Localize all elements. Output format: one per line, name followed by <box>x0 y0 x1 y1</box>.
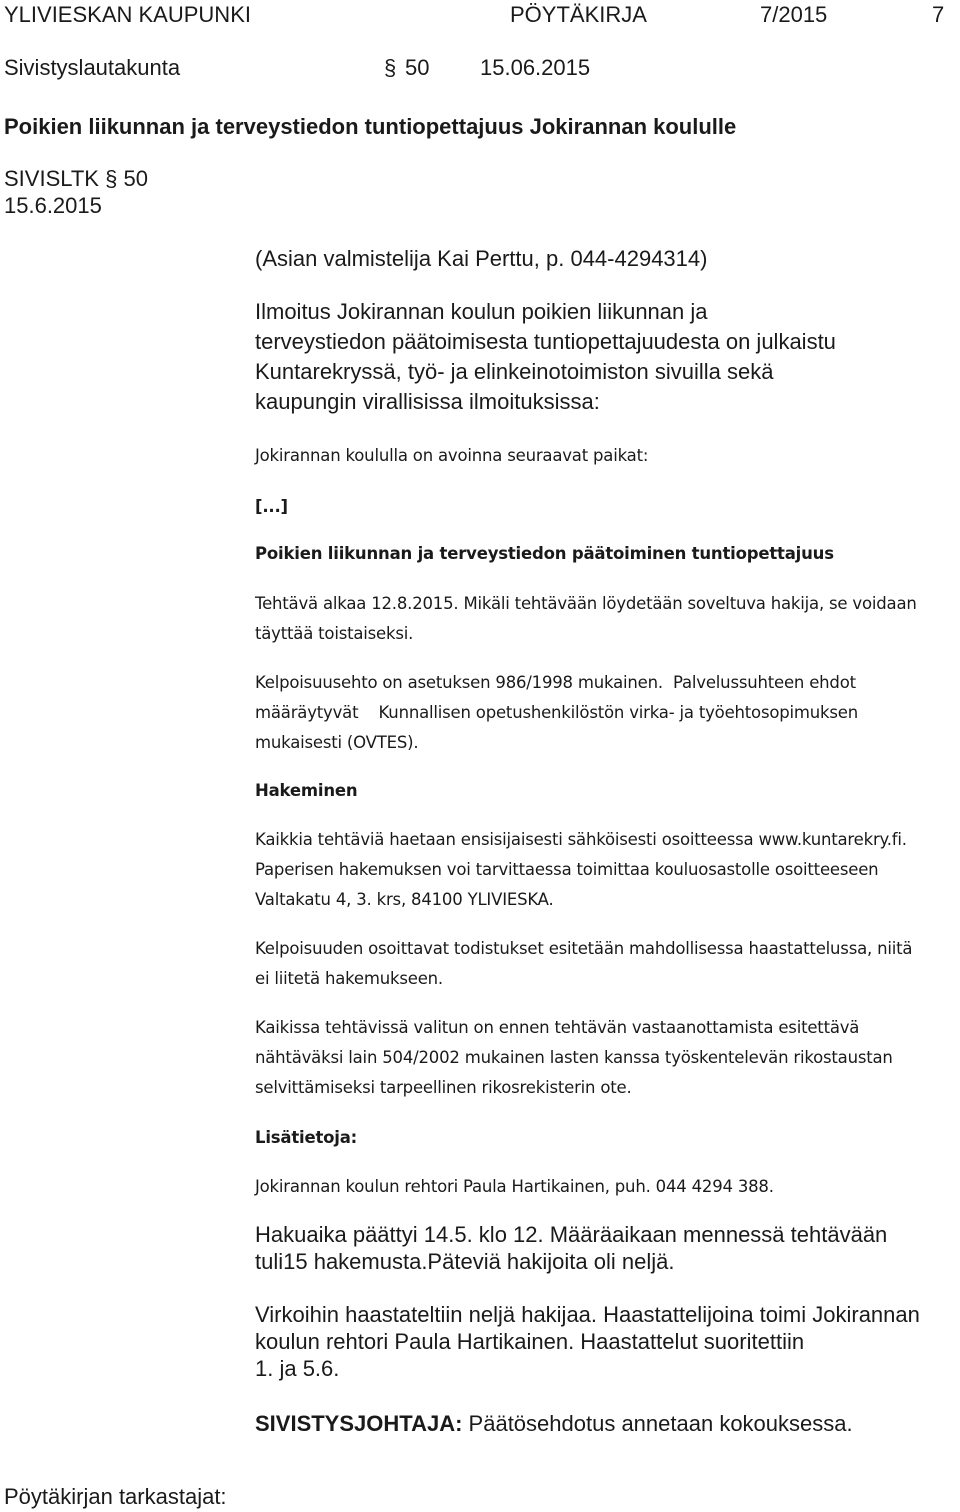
criminal-record-line: nähtäväksi lain 504/2002 mukainen lasten kanssa työskentelevän rikostaustan <box>255 1048 893 1067</box>
document-number: 7/2015 <box>760 2 828 27</box>
qualification-line: mukaisesti (OVTES). <box>255 733 419 752</box>
deadline-line: tuli15 hakemusta.Päteviä hakijoita oli neljä. <box>255 1249 675 1274</box>
interview-line: 1. ja 5.6. <box>255 1356 340 1381</box>
interview-paragraph <box>255 1301 920 1382</box>
applying-line: Valtakatu 4, 3. krs, 84100 YLIVIESKA. <box>255 890 554 909</box>
certificates-line: ei liitetä hakemukseen. <box>255 969 443 988</box>
intro-line: Kuntarekryssä, työ- ja elinkeinotoimiston sivuilla sekä <box>255 359 774 384</box>
applying-line: Paperisen hakemuksen voi tarvittaessa toimittaa kouluosastolle osoitteeseen <box>255 860 879 879</box>
interview-line: Virkoihin haastateltiin neljä hakijaa. Haastattelijoina toimi Jokirannan <box>255 1302 920 1327</box>
reference-prefix: SIVISLTK <box>4 166 99 191</box>
intro-line: Ilmoitus Jokirannan koulun poikien liikunnan ja <box>255 299 708 324</box>
reference-line-1 <box>4 164 148 194</box>
municipality-name: YLIVIESKAN KAUPUNKI <box>4 2 251 27</box>
applying-heading: Hakeminen <box>255 781 358 800</box>
document-title: Poikien liikunnan ja terveystiedon tuntiopettajuus Jokirannan koululle <box>4 114 737 139</box>
qualification-line: Kelpoisuusehto on asetuksen 986/1998 mukainen. Palvelussuhteen ehdot <box>255 673 856 692</box>
preparer-note: (Asian valmistelija Kai Perttu, p. 044-4294314) <box>255 246 708 271</box>
page-number: 7 <box>932 2 945 27</box>
info-contact: Jokirannan koulun rehtori Paula Hartikainen, puh. 044 4294 388. <box>255 1177 774 1196</box>
position-title: Poikien liikunnan ja terveystiedon päätoiminen tuntiopettajuus <box>255 544 834 563</box>
proposal-line <box>255 1409 853 1439</box>
certificates-line: Kelpoisuuden osoittavat todistukset esitetään mahdollisessa haastattelussa, niitä <box>255 939 913 958</box>
reference-symbol: § <box>105 166 118 191</box>
deadline-paragraph <box>255 1221 887 1275</box>
intro-line: kaupungin virallisissa ilmoituksissa: <box>255 389 600 414</box>
reference-number: 50 <box>123 166 148 191</box>
document-type: PÖYTÄKIRJA <box>510 2 647 27</box>
start-paragraph <box>255 589 917 649</box>
start-line: Tehtävä alkaa 12.8.2015. Mikäli tehtävään löydetään soveltuva hakija, se voidaan <box>255 594 917 613</box>
criminal-record-line: selvittämiseksi tarpeellinen rikosrekisterin ote. <box>255 1078 632 1097</box>
certificates-paragraph <box>255 934 912 994</box>
qualification-paragraph <box>255 668 858 758</box>
intro-paragraph <box>255 297 836 417</box>
start-line: täyttää toistaiseksi. <box>255 624 414 643</box>
meeting-date: 15.06.2015 <box>480 55 591 80</box>
applying-paragraph <box>255 825 907 915</box>
intro-line: terveystiedon päätoimisesta tuntiopettajuudesta on julkaistu <box>255 329 836 354</box>
ellipsis-marker: [...] <box>255 497 288 516</box>
applying-line: Kaikkia tehtäviä haetaan ensisijaisesti sähköisesti osoitteessa www.kuntarekry.fi. <box>255 830 907 849</box>
section-symbol: § <box>384 55 397 80</box>
criminal-record-paragraph <box>255 1013 893 1103</box>
reference-date: 15.6.2015 <box>4 193 102 218</box>
deadline-line: Hakuaika päättyi 14.5. klo 12. Määräaikaan mennessä tehtävään <box>255 1222 888 1247</box>
reviewers-label: Pöytäkirjan tarkastajat: <box>4 1484 227 1509</box>
criminal-record-line: Kaikissa tehtävissä valitun on ennen tehtävän vastaanottamista esitettävä <box>255 1018 860 1037</box>
committee-name: Sivistyslautakunta <box>4 55 181 80</box>
proposal-label: SIVISTYSJOHTAJA: <box>255 1411 463 1436</box>
info-heading: Lisätietoja: <box>255 1128 358 1147</box>
open-positions-heading: Jokirannan koululla on avoinna seuraavat paikat: <box>255 446 649 465</box>
proposal-text: Päätösehdotus annetaan kokouksessa. <box>468 1411 853 1436</box>
section-number: 50 <box>405 55 430 80</box>
interview-line: koulun rehtori Paula Hartikainen. Haastattelut suoritettiin <box>255 1329 805 1354</box>
qualification-line: määräytyvät Kunnallisen opetushenkilöstön virka- ja työehtosopimuksen <box>255 703 858 722</box>
